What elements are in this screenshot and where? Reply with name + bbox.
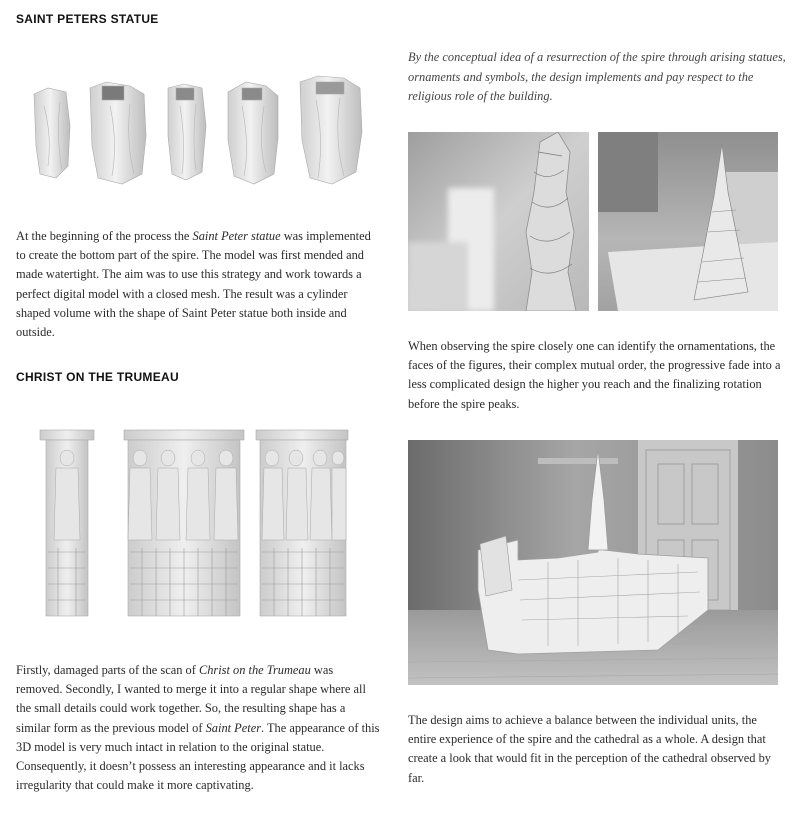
saint-peter-paragraph bbox=[16, 227, 374, 342]
left.para2-run: Christ on the Trumeau bbox=[198, 663, 311, 677]
right.para1-run: When observing the spire closely one can identify the ornamentations, the faces of the figures, their complex mutual order, the progressive fade into a less complicated design the higher you reach and the finalizing rotation before the spire peaks. bbox=[408, 339, 781, 411]
christ-trumeau-models-image bbox=[36, 428, 352, 620]
design-balance-paragraph bbox=[408, 711, 780, 788]
left.para2-run: was removed. Secondly, I wanted to merge it into a regular shape where all the small details could work together. So, the resulting shape has a similar form as the previous model of bbox=[16, 663, 366, 735]
right.para2-run: The design aims to achieve a balance between the individual units, the entire experience of the spire and the cathedral as a whole. A design that create a look that would fit in the perception of the cathedral observed by far. bbox=[408, 713, 771, 785]
cathedral-model-room-photo bbox=[408, 440, 778, 685]
left.para2-run: . The appearance of this 3D model is very much intact in relation to the original statue. Consequently, it doesn’t possess an interesting appearance and it lacks irregularity that could make it more captivating. bbox=[16, 720, 380, 793]
left.para2-run: Firstly, damaged parts of the scan of bbox=[16, 663, 199, 677]
spire-model-room-photo bbox=[598, 132, 778, 311]
christ-trumeau-paragraph bbox=[16, 661, 382, 795]
left.para1-run: At the beginning of the process the bbox=[16, 229, 193, 243]
left.para2-run: Saint Peter bbox=[205, 720, 262, 735]
left.para1-run: Saint Peter statue bbox=[192, 229, 281, 243]
saint-peters-heading: SAINT PETERS STATUE bbox=[16, 12, 159, 26]
spire-observation-paragraph bbox=[408, 337, 788, 414]
spire-closeup-photo bbox=[408, 132, 589, 311]
saint-peter-statue-models-image bbox=[26, 66, 386, 190]
intro-quote: By the conceptual idea of a resurrection of the spire through arising statues, ornaments and symbols, the design implements and pay respect to the religious role of the building. bbox=[408, 50, 786, 104]
left.para1-run: was implemented to create the bottom part of the spire. The model was first mended and made watertight. The aim was to use this strategy and work towards a perfect digital model with a closed mesh. The result was a cylinder shaped volume with the shape of Saint Peter statue both inside and outside. bbox=[16, 229, 371, 340]
christ-trumeau-heading: CHRIST ON THE TRUMEAU bbox=[16, 370, 179, 384]
